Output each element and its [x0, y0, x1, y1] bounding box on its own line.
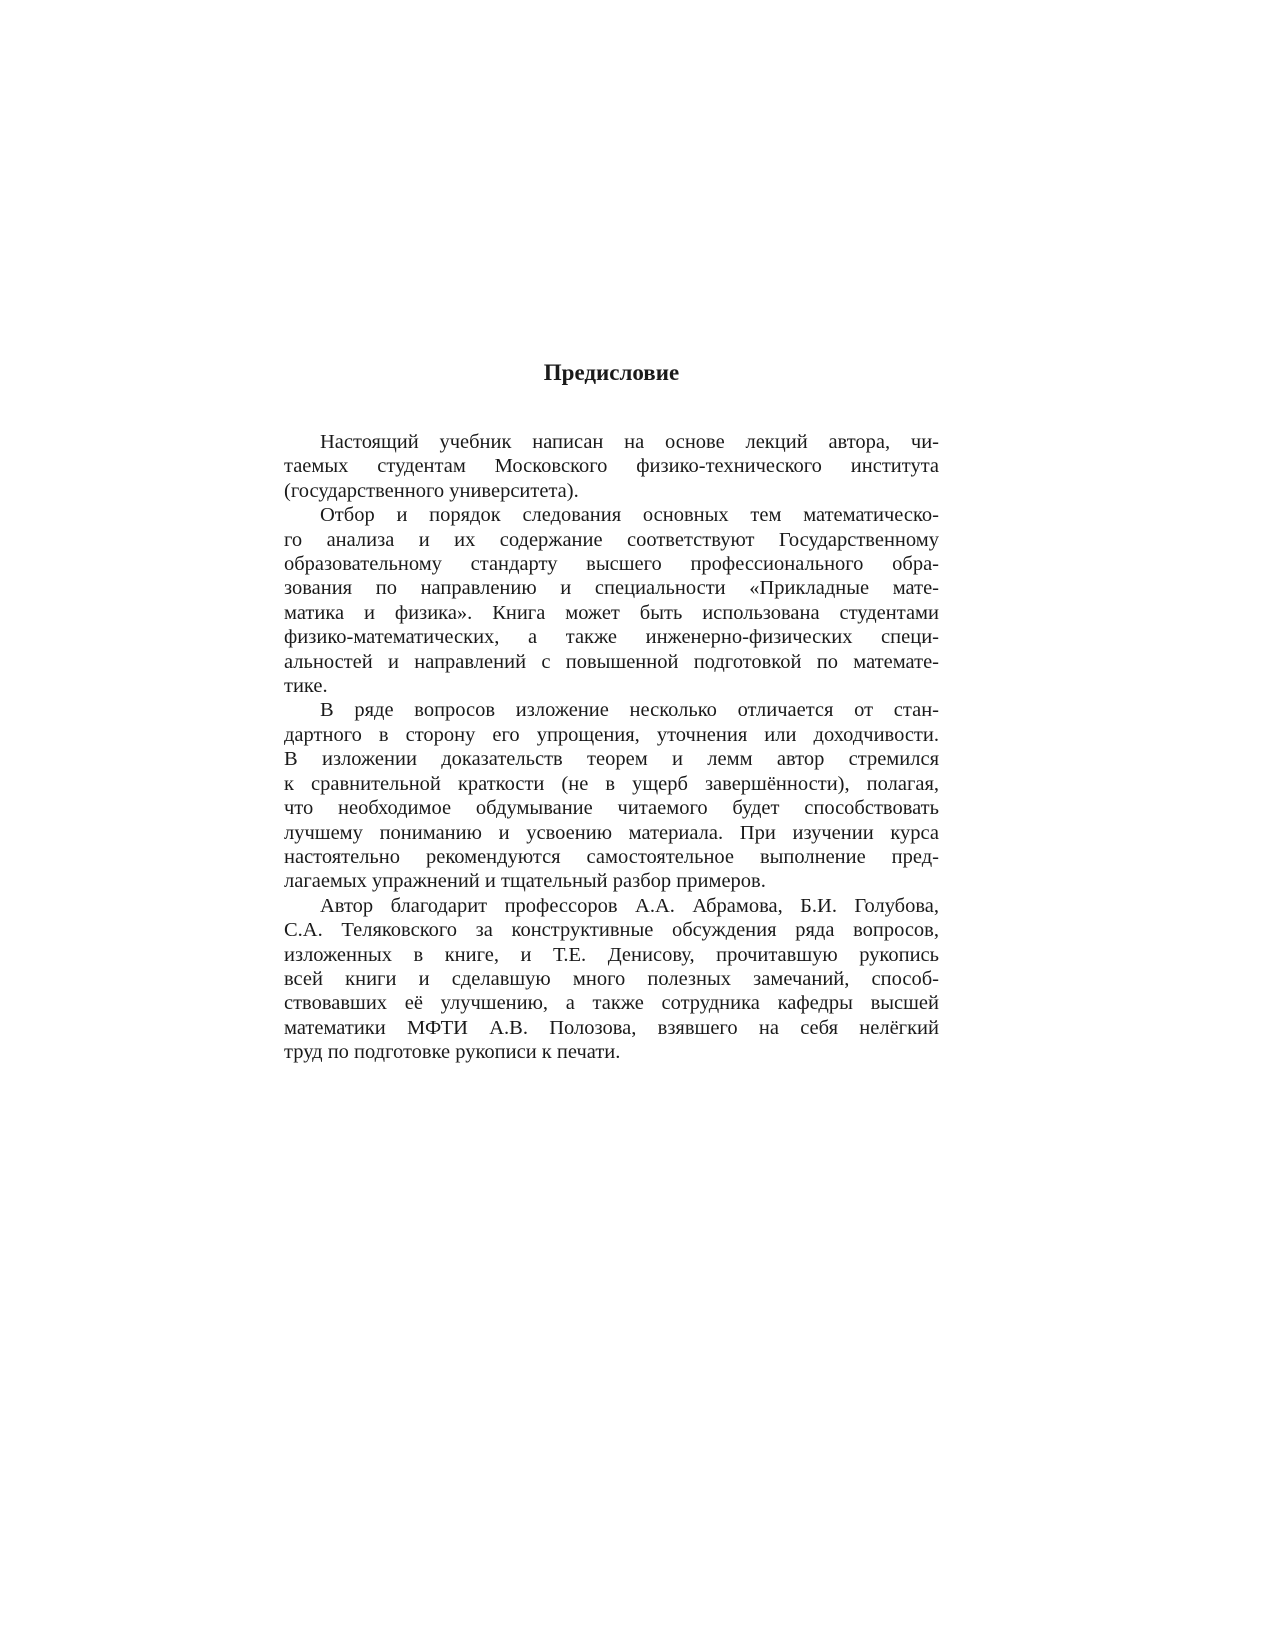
- text-line: лучшему пониманию и усвоению материала. При изучении курса: [284, 821, 939, 844]
- text-line: го анализа и их содержание соответствуют Государственному: [284, 528, 939, 551]
- paragraph-4: [284, 894, 939, 1065]
- text-line: образовательному стандарту высшего профессионального обра-: [284, 553, 939, 576]
- text-line: В изложении доказательств теорем и лемм автор стремился: [284, 748, 939, 771]
- text-line: В ряде вопросов изложение несколько отличается от стан-: [320, 699, 939, 722]
- text-line: настоятельно рекомендуются самостоятельное выполнение пред-: [284, 845, 939, 868]
- text-line: ствовавших её улучшению, а также сотрудника кафедры высшей: [284, 992, 939, 1015]
- text-line: дартного в сторону его упрощения, уточнения или доходчивости.: [284, 723, 939, 746]
- text-line: альностей и направлений с повышенной подготовкой по математе-: [284, 650, 939, 673]
- text-line: что необходимое обдумывание читаемого будет способствовать: [284, 797, 939, 820]
- text-line: труд по подготовке рукописи к печати.: [284, 1041, 621, 1064]
- text-line: С.А. Теляковского за конструктивные обсуждения ряда вопросов,: [284, 919, 939, 942]
- text-line: изложенных в книге, и Т.Е. Денисову, прочитавшую рукопись: [284, 943, 939, 966]
- text-line: тике.: [284, 675, 328, 698]
- text-line: зования по направлению и специальности «Прикладные мате-: [284, 577, 939, 600]
- text-line: (государственного университета).: [284, 479, 579, 502]
- paragraph-1: [284, 430, 939, 503]
- text-line: таемых студентам Московского физико-технического института: [284, 455, 939, 478]
- text-line: к сравнительной краткости (не в ущерб завершённости), полагая,: [284, 772, 939, 795]
- text-line: Отбор и порядок следования основных тем математическо-: [320, 504, 939, 527]
- text-line: математики МФТИ А.В. Полозова, взявшего на себя нелёгкий: [284, 1016, 939, 1039]
- text-line: физико-математических, а также инженерно-физических специ-: [284, 626, 939, 649]
- preface-body: [284, 430, 939, 1065]
- text-line: матика и физика». Книга может быть использована студентами: [284, 601, 939, 624]
- text-line: Автор благодарит профессоров А.А. Абрамова, Б.И. Голубова,: [320, 894, 939, 917]
- text-line: лагаемых упражнений и тщательный разбор примеров.: [284, 870, 766, 893]
- paragraph-2: [284, 503, 939, 698]
- paragraph-3: [284, 698, 939, 893]
- text-line: Настоящий учебник написан на основе лекций автора, чи-: [320, 431, 939, 453]
- text-line: всей книги и сделавшую много полезных замечаний, способ-: [284, 967, 939, 990]
- page-title: Предисловие: [543, 360, 680, 385]
